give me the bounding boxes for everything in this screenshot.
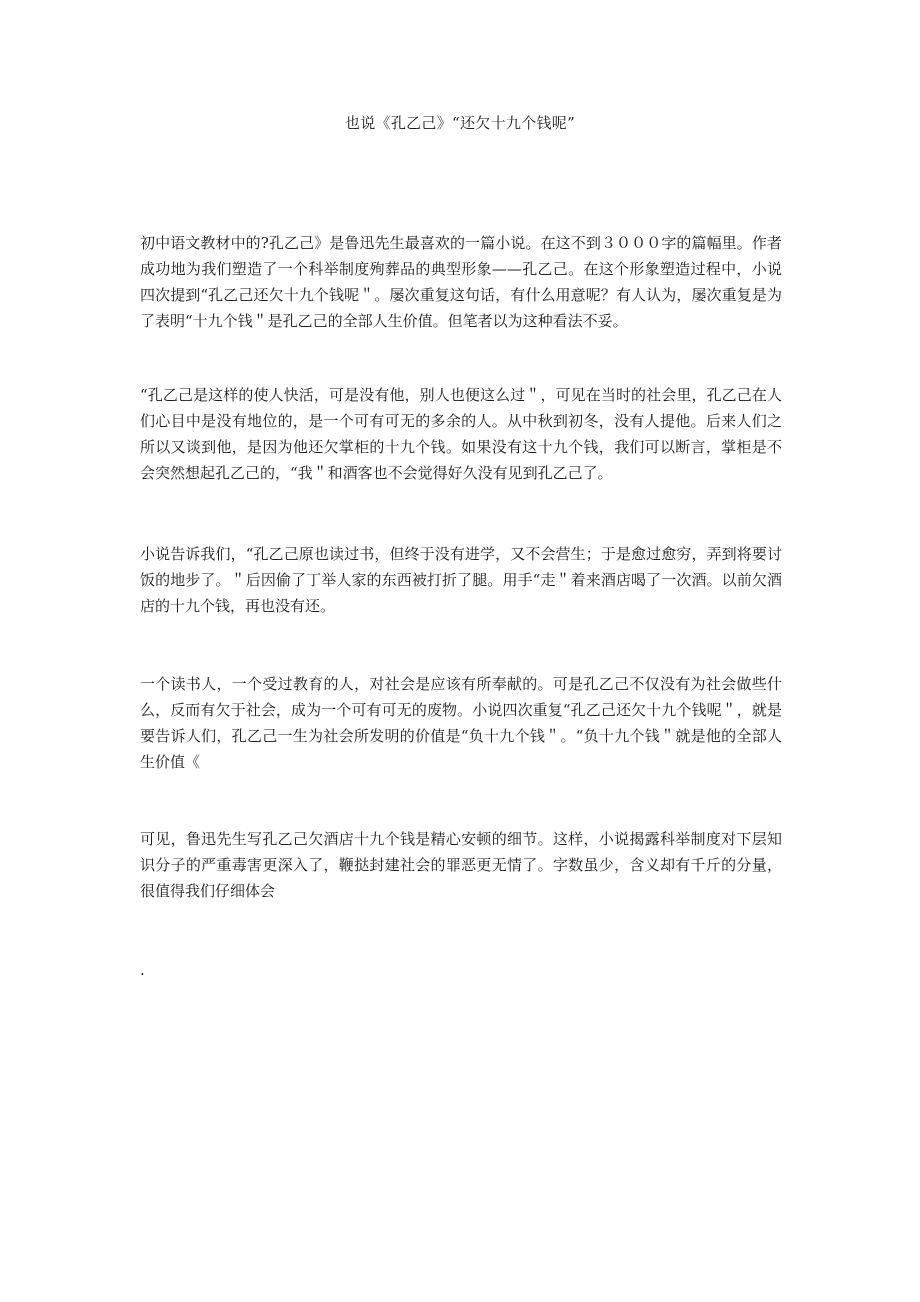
paragraph-3: 小说告诉我们，“孔乙己原也读过书，但终于没有进学，又不会营生；于是愈过愈穷，弄到将要讨饭的地步了。＂后因偷了丁举人家的东西被打折了腿。用手“走＂着来酒店喝了一次酒。以前欠酒店的十九个钱，再也没有还。 — [140, 545, 782, 615]
paragraph-4: 一个读书人，一个受过教育的人，对社会是应该有所奉献的。可是孔乙己不仅没有为社会做些什么，反而有欠于社会，成为一个可有可无的废物。小说四次重复“孔乙己还欠十九个钱呢＂，就是要告诉人们，孔乙己一生为社会所发明的价值是“负十九个钱＂。“负十九个钱＂就是他的全部人生价值《 — [140, 675, 782, 771]
end-mark: . — [140, 961, 145, 979]
paragraph-2: “孔乙己是这样的使人快活，可是没有他，别人也便这么过＂，可见在当时的社会里，孔乙己在人们心目中是没有地位的，是一个可有可无的多余的人。从中秋到初冬，没有人提他。后来人们之所以又谈到他，是因为他还欠掌柜的十九个钱。如果没有这十九个钱，我们可以断言，掌柜是不会突然想起孔乙己的，“我＂和酒客也不会觉得好久没有见到孔乙己了。 — [140, 386, 782, 482]
paragraph-5: 可见，鲁迅先生写孔乙己欠酒店十九个钱是精心安顿的细节。这样，小说揭露科举制度对下层知识分子的严重毒害更深入了，鞭挞封建社会的罪恶更无情了。字数虽少，含义却有千斤的分量，很值得我们仔细体会 — [140, 830, 782, 900]
paragraph-1: 初中语文教材中的?孔乙己》是鲁迅先生最喜欢的一篇小说。在这不到３０００字的篇幅里。作者成功地为我们塑造了一个科举制度殉葬品的典型形象——孔乙己。在这个形象塑造过程中，小说四次提到“孔乙己还欠十九个钱呢＂。屡次重复这句话，有什么用意呢？有人认为，屡次重复是为了表明“十九个钱＂是孔乙己的全部人生价值。但笔者以为这种看法不妥。 — [140, 234, 782, 330]
document-title: 也说《孔乙己》“还欠十九个钱呢” — [344, 114, 576, 132]
